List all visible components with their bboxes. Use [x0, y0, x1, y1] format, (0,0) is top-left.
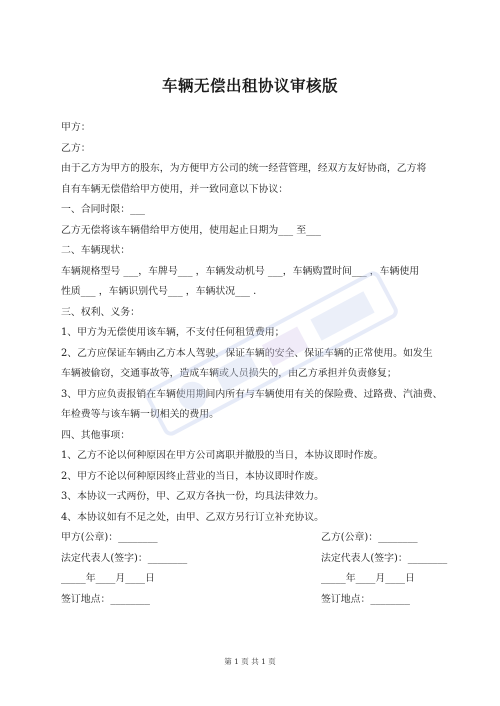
section-3-item-3b: 年检费等与该车辆一切相关的费用。 — [61, 409, 220, 420]
party-b-date: _____年____月____日 — [321, 573, 415, 584]
section-2-line-1: 车辆规格型号 ___，车牌号___ ，车辆发动机号 ___，车辆购置时间___ ，车辆使用 — [61, 265, 420, 277]
party-b-representative: 法定代表人(签字)：________ — [321, 552, 448, 564]
party-a-line: 甲方： — [61, 122, 91, 133]
party-b-line: 乙方： — [61, 142, 91, 154]
party-b-seal: 乙方(公章)：________ — [321, 532, 418, 543]
section-1-line: 乙方无偿将该车辆借给甲方使用，使用起止日期为___ 至___ — [61, 224, 321, 236]
section-3-item-2b: 车辆被偷窃，交通事故等，造成车辆或人员损失的，由乙方承担并负责修复； — [61, 368, 397, 379]
place-row — [61, 590, 456, 611]
section-3-item-3a: 3、甲方应负责报销在车辆使用期间内所有与车辆使用有关的保险费、过路费、汽油费、 — [61, 388, 443, 400]
seal-row — [61, 528, 456, 549]
section-3-item-1: 1、甲方为无偿使用该车辆，不支付任何租赁费用； — [61, 327, 285, 338]
document-body — [61, 118, 456, 610]
section-2-line-2: 性质___ ，车辆识别代号___ ，车辆状况___ . — [61, 286, 257, 297]
section-4-item-3: 3、本协议一式两份，甲、乙双方各执一份，均具法律效力。 — [61, 491, 325, 502]
document-title: 车辆无偿出租协议审核版 — [161, 77, 338, 95]
section-3-item-2a: 2、乙方应保证车辆由乙方本人驾驶，保证车辆的安全、保证车辆的正常使用。如发生 — [61, 347, 433, 359]
date-row — [61, 569, 456, 590]
party-a-date: _____年____月____日 — [61, 573, 155, 584]
party-a-place: 签订地点：________ — [61, 593, 150, 605]
section-4-heading: 四、其他事项： — [61, 429, 131, 441]
page-footer: 第 1 页 共 1 页 — [224, 657, 276, 666]
section-1-heading: 一、合同时限：___ — [61, 204, 145, 215]
section-3-heading: 三、权利、义务： — [61, 306, 141, 318]
section-2-heading: 二、车辆现状： — [61, 245, 131, 256]
party-b-place: 签订地点：________ — [321, 593, 410, 605]
intro-line-1: 由于乙方为甲方的股东，为方便甲方公司的统一经营管理，经双方友好协商，乙方将 — [61, 163, 427, 174]
section-4-item-1: 1、乙方不论以何种原因在甲方公司离职并撤股的当日，本协议即时作废。 — [61, 450, 384, 461]
party-a-representative: 法定代表人(签字)：________ — [61, 552, 188, 564]
section-4-item-4: 4、本协议如有不足之处，由甲、乙双方另行订立补充协议。 — [61, 511, 325, 523]
intro-line-2: 自有车辆无偿借给甲方使用，并一致同意以下协议： — [61, 183, 289, 195]
representative-row — [61, 549, 456, 570]
party-a-seal: 甲方(公章)：________ — [61, 532, 158, 543]
section-4-item-2: 2、甲方不论以何种原因终止营业的当日，本协议即时作废。 — [61, 470, 325, 482]
